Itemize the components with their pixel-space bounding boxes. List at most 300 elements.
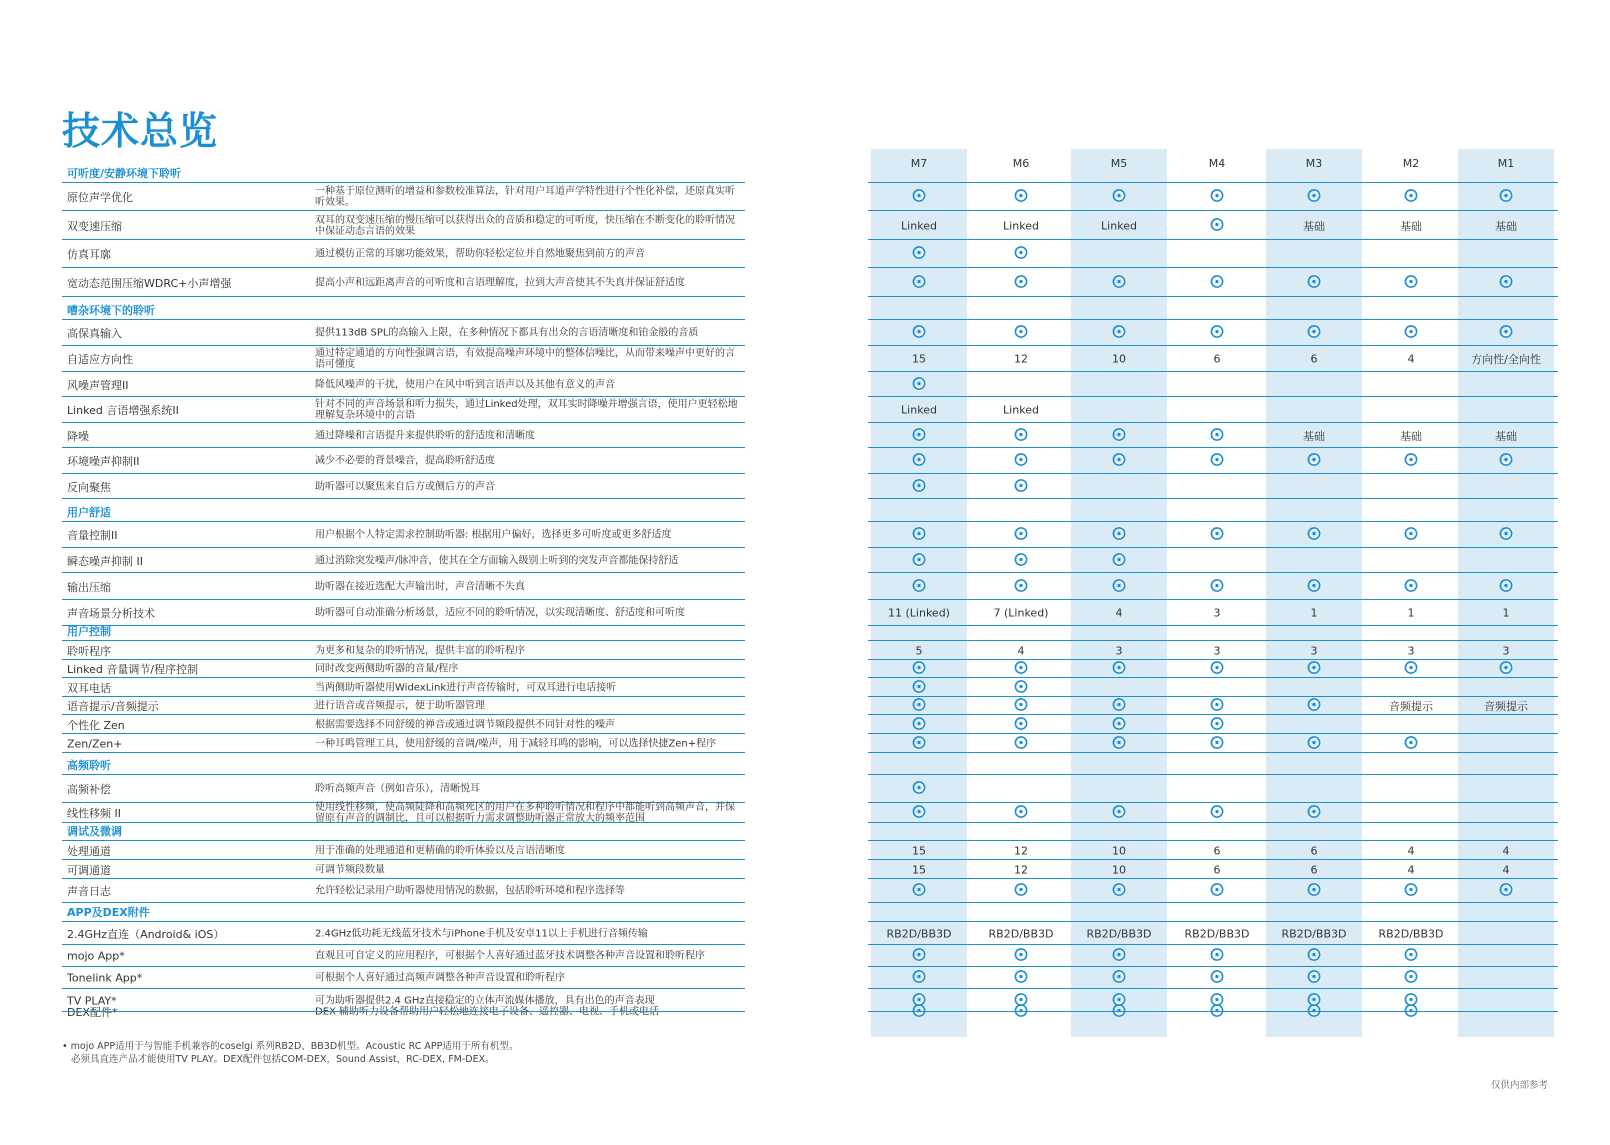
- cell-value-m2: 基础: [1400, 219, 1422, 233]
- table-row: [0, 448, 1610, 474]
- cell-value-m1: 1: [1502, 606, 1510, 620]
- cell-value-m4: 6: [1213, 863, 1221, 876]
- swirl-check-icon: [1113, 661, 1126, 674]
- cell-included-m4: [1211, 970, 1224, 986]
- feature-name: 声音场景分析技术: [67, 607, 155, 620]
- feature-name: 自适应方向性: [67, 353, 133, 366]
- feature-description: 针对不同的声音场景和听力损失，通过Linked处理，双耳实时降噪并增强言语，使用户更轻松地理解复杂环境中的言语: [315, 399, 738, 421]
- feature-description: 通过消除突发噪声/脉冲音，使其在全方面输入级别上听到的突发声音都能保持舒适: [315, 555, 679, 566]
- feature-name: Tonelink App*: [67, 971, 143, 985]
- swirl-check-icon: [913, 553, 926, 566]
- cell-value-m5: Linked: [1101, 219, 1137, 232]
- swirl-check-icon: [1015, 479, 1028, 492]
- cell-included-m5: [1113, 527, 1126, 543]
- cell-included-m4: [1211, 453, 1224, 469]
- swirl-check-icon: [1015, 661, 1028, 674]
- swirl-check-icon: [1211, 661, 1224, 674]
- cell-value-m2: 4: [1407, 844, 1415, 857]
- cell-value-m1: 4: [1502, 844, 1510, 857]
- cell-included-m5: [1113, 553, 1126, 569]
- cell-included-m3: [1308, 661, 1321, 677]
- cell-included-m3: [1308, 275, 1321, 291]
- swirl-check-icon: [1308, 527, 1321, 540]
- cell-value-m7: 5: [915, 644, 923, 657]
- feature-name: 处理通道: [67, 844, 111, 858]
- cell-included-m7: [913, 325, 926, 341]
- cell-included-m2: [1405, 325, 1418, 341]
- swirl-check-icon: [913, 661, 926, 674]
- cell-included-m4: [1211, 805, 1224, 821]
- cell-included-m4: [1211, 948, 1224, 964]
- feature-name: 声音日志: [67, 885, 111, 898]
- cell-included-m5: [1113, 1004, 1126, 1020]
- cell-value-m2: RB2D/BB3D: [1378, 927, 1444, 940]
- model-header-m5: M5: [1110, 157, 1128, 170]
- cell-included-m6: [1015, 428, 1028, 444]
- feature-description: DEX 辅助听力设备帮助用户轻松地连接电子设备、遥控器、电视、手机或电话: [315, 1006, 660, 1018]
- table-row: [0, 841, 1610, 860]
- cell-included-m7: [913, 970, 926, 986]
- swirl-check-icon: [1113, 805, 1126, 818]
- swirl-check-icon: [1405, 453, 1418, 466]
- feature-description: 助听器可自动准确分析场景，适应不同的聆听情况，以实现清晰度、舒适度和可听度: [315, 607, 685, 619]
- swirl-check-icon: [1308, 453, 1321, 466]
- feature-description: 当两侧助听器使用WidexLink进行声音传输时，可双耳进行电话接听: [315, 682, 617, 693]
- cell-included-m5: [1113, 189, 1126, 205]
- feature-name: 环境噪声抑制II: [67, 455, 140, 468]
- cell-included-m2: [1405, 736, 1418, 752]
- cell-included-m2: [1405, 948, 1418, 964]
- swirl-check-icon: [1015, 428, 1028, 441]
- feature-description: 2.4GHz低功耗无线蓝牙技术与iPhone手机及安卓11以上手机进行音频传输: [315, 928, 648, 939]
- swirl-check-icon: [1211, 527, 1224, 540]
- table-row: [0, 240, 1610, 268]
- cell-included-m2: [1405, 970, 1418, 986]
- table-row: [0, 967, 1610, 989]
- cell-included-m6: [1015, 275, 1028, 291]
- swirl-check-icon: [1500, 579, 1513, 592]
- section-label: 高频聆听: [67, 759, 111, 772]
- cell-included-m1: [1500, 453, 1513, 469]
- swirl-check-icon: [913, 428, 926, 441]
- feature-name: 高频补偿: [67, 783, 111, 796]
- cell-value-m7: 15: [912, 844, 926, 857]
- feature-description: 为更多和复杂的聆听情况，提供丰富的聆听程序: [315, 645, 525, 656]
- cell-included-m5: [1113, 948, 1126, 964]
- swirl-check-icon: [913, 781, 926, 794]
- swirl-check-icon: [913, 805, 926, 818]
- cell-included-m3: [1308, 453, 1321, 469]
- cell-value-m1: 方向性/全向性: [1471, 353, 1541, 366]
- cell-included-m2: [1405, 1004, 1418, 1020]
- cell-included-m3: [1308, 527, 1321, 543]
- cell-value-m6: 12: [1014, 863, 1028, 876]
- feature-description: 用于准确的处理通道和更精确的聆听体验以及言语清晰度: [315, 845, 565, 856]
- cell-included-m6: [1015, 527, 1028, 543]
- cell-included-m7: [913, 246, 926, 262]
- swirl-check-icon: [1211, 189, 1224, 202]
- swirl-check-icon: [1113, 428, 1126, 441]
- table-row: [0, 548, 1610, 573]
- cell-included-m6: [1015, 189, 1028, 205]
- swirl-check-icon: [1015, 527, 1028, 540]
- swirl-check-icon: [1308, 275, 1321, 288]
- cell-included-m3: [1308, 805, 1321, 821]
- cell-value-m4: 3: [1213, 644, 1221, 657]
- cell-included-m4: [1211, 527, 1224, 543]
- feature-name: 2.4GHz直连（Android& iOS）: [67, 927, 225, 941]
- cell-included-m2: [1405, 453, 1418, 469]
- feature-description: 用户根据个人特定需求控制助听器: 根据用户偏好，选择更多可听度或更多舒适度: [315, 529, 672, 541]
- swirl-check-icon: [1015, 736, 1028, 749]
- table-row: [0, 734, 1610, 753]
- cell-value-m2: 4: [1407, 863, 1415, 876]
- cell-included-m7: [913, 661, 926, 677]
- cell-included-m6: [1015, 736, 1028, 752]
- cell-included-m3: [1308, 970, 1321, 986]
- cell-included-m3: [1308, 883, 1321, 899]
- table-row: [0, 775, 1610, 803]
- cell-value-m1: 基础: [1495, 429, 1517, 443]
- cell-included-m7: [913, 698, 926, 714]
- row-divider: [62, 1011, 745, 1012]
- cell-included-m7: [913, 1004, 926, 1020]
- feature-name: 输出压缩: [67, 580, 111, 594]
- table-row: [0, 346, 1610, 372]
- swirl-check-icon: [1015, 553, 1028, 566]
- cell-included-m5: [1113, 661, 1126, 677]
- swirl-check-icon: [1500, 325, 1513, 338]
- swirl-check-icon: [1211, 218, 1224, 231]
- footnotes: [62, 1040, 518, 1066]
- feature-description: 使用线性移频，使高频陡降和高频死区的用户在多种聆听情况和程序中都能听到高频声音，并保留原有声音的调制比，且可以根据听力需求调整助听器正常放大的频率范围: [315, 802, 735, 824]
- table-row: [0, 660, 1610, 678]
- feature-name: 语音提示/音频提示: [67, 700, 159, 713]
- section-header: [0, 297, 1610, 320]
- cell-included-m6: [1015, 717, 1028, 733]
- feature-name: 可调通道: [67, 863, 111, 877]
- table-row: [0, 573, 1610, 600]
- cell-included-m4: [1211, 883, 1224, 899]
- table-row: [0, 474, 1610, 499]
- swirl-check-icon: [1015, 698, 1028, 711]
- swirl-check-icon: [913, 698, 926, 711]
- swirl-check-icon: [1211, 948, 1224, 961]
- swirl-check-icon: [1015, 717, 1028, 730]
- cell-included-m6: [1015, 661, 1028, 677]
- table-row: [0, 678, 1610, 697]
- swirl-check-icon: [1308, 970, 1321, 983]
- section-label: APP及DEX附件: [67, 906, 150, 919]
- feature-name: DEX配件*: [67, 1006, 118, 1019]
- cell-included-m6: [1015, 698, 1028, 714]
- table-row: [0, 397, 1610, 423]
- feature-name: Linked 音量调节/程序控制: [67, 663, 199, 676]
- cell-value-m7: RB2D/BB3D: [886, 927, 952, 940]
- swirl-check-icon: [1015, 805, 1028, 818]
- cell-value-m7: 15: [912, 352, 926, 366]
- cell-value-m3: RB2D/BB3D: [1281, 927, 1347, 940]
- table-row: [0, 989, 1610, 1012]
- swirl-check-icon: [1113, 736, 1126, 749]
- cell-included-m6: [1015, 970, 1028, 986]
- cell-included-m4: [1211, 661, 1224, 677]
- swirl-check-icon: [1015, 948, 1028, 961]
- cell-included-m4: [1211, 736, 1224, 752]
- swirl-check-icon: [1308, 661, 1321, 674]
- cell-value-m6: 12: [1014, 352, 1028, 366]
- cell-included-m5: [1113, 970, 1126, 986]
- section-label: 调试及微调: [67, 825, 122, 838]
- cell-value-m5: 10: [1112, 844, 1126, 857]
- swirl-check-icon: [913, 717, 926, 730]
- cell-included-m7: [913, 553, 926, 569]
- feature-description: 通过模仿正常的耳廓功能效果，帮助你轻松定位并自然地聚焦到前方的声音: [315, 248, 645, 260]
- swirl-check-icon: [1113, 325, 1126, 338]
- swirl-check-icon: [1405, 189, 1418, 202]
- feature-description: 一种基于原位测听的增益和参数校准算法，针对用户耳道声学特性进行个性化补偿，还原真实听听效果。: [315, 186, 735, 208]
- cell-included-m7: [913, 275, 926, 291]
- cell-included-m1: [1500, 275, 1513, 291]
- swirl-check-icon: [1308, 883, 1321, 896]
- cell-included-m5: [1113, 883, 1126, 899]
- swirl-check-icon: [1015, 680, 1028, 693]
- swirl-check-icon: [1308, 948, 1321, 961]
- table-row: [0, 320, 1610, 346]
- swirl-check-icon: [1015, 970, 1028, 983]
- cell-included-m3: [1308, 579, 1321, 595]
- swirl-check-icon: [1500, 527, 1513, 540]
- feature-name: 音量控制II: [67, 529, 118, 542]
- feature-description: 双耳的双变速压缩的慢压缩可以获得出众的音质和稳定的可听度，快压缩在不断变化的聆听情况中保证动态言语的效果: [315, 214, 735, 237]
- cell-included-m5: [1113, 736, 1126, 752]
- cell-value-m5: 10: [1112, 863, 1126, 876]
- cell-included-m5: [1113, 579, 1126, 595]
- cell-included-m1: [1500, 325, 1513, 341]
- cell-included-m5: [1113, 275, 1126, 291]
- section-header: [0, 753, 1610, 775]
- cell-value-m6: 7 (Linked): [993, 606, 1049, 620]
- swirl-check-icon: [1113, 970, 1126, 983]
- swirl-check-icon: [1308, 325, 1321, 338]
- swirl-check-icon: [1211, 453, 1224, 466]
- cell-value-m1: 3: [1502, 644, 1510, 657]
- cell-included-m4: [1211, 698, 1224, 714]
- cell-value-m5: 3: [1115, 644, 1123, 657]
- feature-name: 高保真输入: [67, 327, 122, 340]
- feature-name: 风噪声管理II: [67, 378, 129, 392]
- swirl-check-icon: [1113, 527, 1126, 540]
- feature-description: 助听器可以聚焦来自后方或侧后方的声音: [315, 481, 495, 492]
- cell-value-m3: 基础: [1303, 429, 1325, 443]
- swirl-check-icon: [1015, 325, 1028, 338]
- cell-included-m7: [913, 189, 926, 205]
- cell-value-m5: 10: [1112, 352, 1126, 366]
- cell-included-m6: [1015, 479, 1028, 495]
- cell-included-m2: [1405, 579, 1418, 595]
- feature-description: 进行语音或音频提示，便于助听器管理: [315, 700, 485, 712]
- footnote-2: 必须具直连产品才能使用TV PLAY。DEX配件包括COM-DEX，Sound Assist，RC-DEX, FM-DEX。: [71, 1054, 495, 1065]
- table-row: [0, 879, 1610, 903]
- cell-value-m1: 音频提示: [1484, 700, 1528, 713]
- cell-included-m7: [913, 948, 926, 964]
- cell-included-m4: [1211, 579, 1224, 595]
- feature-name: 宽动态范围压缩WDRC+小声增强: [67, 276, 232, 290]
- feature-description: 聆听高频声音（例如音乐），清晰悦耳: [315, 783, 480, 795]
- cell-included-m6: [1015, 579, 1028, 595]
- table-row: [0, 522, 1610, 548]
- cell-included-m6: [1015, 325, 1028, 341]
- cell-included-m7: [913, 377, 926, 393]
- swirl-check-icon: [1405, 661, 1418, 674]
- cell-included-m7: [913, 479, 926, 495]
- section-header: [0, 167, 1610, 183]
- swirl-check-icon: [1405, 527, 1418, 540]
- cell-included-m7: [913, 428, 926, 444]
- cell-included-m4: [1211, 325, 1224, 341]
- cell-value-m5: 4: [1115, 606, 1123, 620]
- swirl-check-icon: [913, 453, 926, 466]
- swirl-check-icon: [1308, 698, 1321, 711]
- swirl-check-icon: [1405, 325, 1418, 338]
- cell-value-m4: 6: [1213, 352, 1221, 366]
- cell-included-m7: [913, 805, 926, 821]
- feature-description: 通过特定通道的方向性强调言语，有效提高噪声环境中的整体信噪比，从而带来噪声中更好的言语可懂度: [315, 348, 735, 370]
- cell-included-m6: [1015, 680, 1028, 696]
- page-title: 技术总览: [62, 109, 219, 153]
- cell-included-m6: [1015, 948, 1028, 964]
- feature-description: 一种耳鸣管理工具，使用舒缓的音调/噪声，用于减轻耳鸣的影响，可以选择快捷Zen+程序: [315, 738, 717, 749]
- swirl-check-icon: [913, 527, 926, 540]
- cell-included-m1: [1500, 189, 1513, 205]
- swirl-check-icon: [913, 970, 926, 983]
- feature-description: 可调节频段数量: [315, 864, 385, 875]
- cell-value-m2: 音频提示: [1389, 700, 1433, 713]
- cell-included-m7: [913, 453, 926, 469]
- cell-included-m6: [1015, 805, 1028, 821]
- model-header-m1: M1: [1497, 157, 1515, 170]
- table-row: [0, 600, 1610, 626]
- cell-included-m6: [1015, 883, 1028, 899]
- section-header: [0, 626, 1610, 641]
- section-header: [0, 499, 1610, 522]
- swirl-check-icon: [1015, 246, 1028, 259]
- table-row: [0, 641, 1610, 660]
- feature-name: 双耳电话: [67, 681, 111, 695]
- table-row: [0, 860, 1610, 879]
- footnote-1: • mojo APP适用于与智能手机兼容的coselgi 系列RB2D、BB3D机型。Acoustic RC APP适用于所有机型。: [62, 1041, 519, 1052]
- swirl-check-icon: [1211, 579, 1224, 592]
- cell-included-m1: [1500, 527, 1513, 543]
- cell-included-m1: [1500, 579, 1513, 595]
- cell-value-m3: 6: [1310, 844, 1318, 857]
- feature-description: 可根据个人喜好通过高频声调整各种声音设置和聆听程序: [315, 972, 565, 984]
- cell-value-m6: 4: [1017, 644, 1025, 657]
- cell-included-m2: [1405, 661, 1418, 677]
- feature-name: 瞬态噪声抑制 II: [67, 554, 143, 568]
- swirl-check-icon: [913, 736, 926, 749]
- cell-included-m5: [1113, 325, 1126, 341]
- cell-value-m3: 1: [1310, 606, 1318, 620]
- swirl-check-icon: [1500, 453, 1513, 466]
- cell-included-m5: [1113, 805, 1126, 821]
- cell-included-m2: [1405, 883, 1418, 899]
- swirl-check-icon: [913, 246, 926, 259]
- cell-included-m7: [913, 579, 926, 595]
- swirl-check-icon: [1500, 275, 1513, 288]
- feature-description: 允许轻松记录用户助听器使用情况的数据，包括聆听环境和程序选择等: [315, 885, 625, 897]
- table-row: [0, 803, 1610, 823]
- cell-value-m6: Linked: [1003, 219, 1039, 232]
- swirl-check-icon: [1405, 948, 1418, 961]
- cell-included-m1: [1500, 883, 1513, 899]
- cell-value-m7: Linked: [901, 403, 937, 417]
- section-header: [0, 823, 1610, 841]
- feature-name: 双变速压缩: [67, 219, 122, 233]
- swirl-check-icon: [913, 479, 926, 492]
- swirl-check-icon: [1211, 698, 1224, 711]
- feature-name: 个性化 Zen: [67, 718, 125, 732]
- table-row: [0, 211, 1610, 240]
- model-header-m6: M6: [1012, 157, 1030, 170]
- feature-description: 通过降噪和言语提升来提供聆听的舒适度和清晰度: [315, 430, 535, 441]
- cell-included-m3: [1308, 698, 1321, 714]
- swirl-check-icon: [1113, 453, 1126, 466]
- cell-value-m4: 6: [1213, 844, 1221, 857]
- feature-name: Zen/Zen+: [67, 737, 123, 750]
- feature-name: TV PLAY*: [67, 994, 117, 1007]
- swirl-check-icon: [1405, 736, 1418, 749]
- swirl-check-icon: [1113, 579, 1126, 592]
- feature-name: Linked 言语增强系统II: [67, 404, 179, 417]
- cell-included-m6: [1015, 1004, 1028, 1020]
- cell-included-m5: [1113, 717, 1126, 733]
- swirl-check-icon: [1405, 883, 1418, 896]
- table-row: [0, 268, 1610, 297]
- swirl-check-icon: [1405, 970, 1418, 983]
- feature-description: 降低风噪声的干扰，使用户在风中听到言语声以及其他有意义的声音: [315, 379, 615, 390]
- model-header-m4: M4: [1208, 157, 1226, 170]
- table-row: [0, 945, 1610, 967]
- section-label: 可听度/安静环境下聆听: [67, 167, 182, 180]
- model-header-m3: M3: [1305, 157, 1323, 170]
- swirl-check-icon: [1015, 189, 1028, 202]
- cell-included-m3: [1308, 325, 1321, 341]
- feature-name: 仿真耳廓: [67, 248, 111, 261]
- feature-description: 根据需要选择不同舒缓的禅音或通过调节频段提供不同针对性的噪声: [315, 719, 615, 730]
- swirl-check-icon: [1113, 948, 1126, 961]
- table-row: [0, 372, 1610, 397]
- cell-included-m7: [913, 736, 926, 752]
- swirl-check-icon: [913, 377, 926, 390]
- swirl-check-icon: [1211, 805, 1224, 818]
- cell-value-m5: RB2D/BB3D: [1086, 927, 1152, 940]
- cell-included-m6: [1015, 553, 1028, 569]
- cell-included-m6: [1015, 246, 1028, 262]
- cell-value-m6: RB2D/BB3D: [988, 927, 1054, 940]
- swirl-check-icon: [1113, 275, 1126, 288]
- model-header-m7: M7: [910, 157, 928, 170]
- cell-value-m7: Linked: [901, 219, 937, 232]
- cell-value-m1: 4: [1502, 863, 1510, 876]
- cell-included-m2: [1405, 527, 1418, 543]
- cell-included-m3: [1308, 1004, 1321, 1020]
- feature-name: 聆听程序: [67, 644, 111, 658]
- swirl-check-icon: [1500, 189, 1513, 202]
- swirl-check-icon: [1113, 698, 1126, 711]
- swirl-check-icon: [1113, 553, 1126, 566]
- feature-description: 同时改变两侧助听器的音量/程序: [315, 663, 459, 675]
